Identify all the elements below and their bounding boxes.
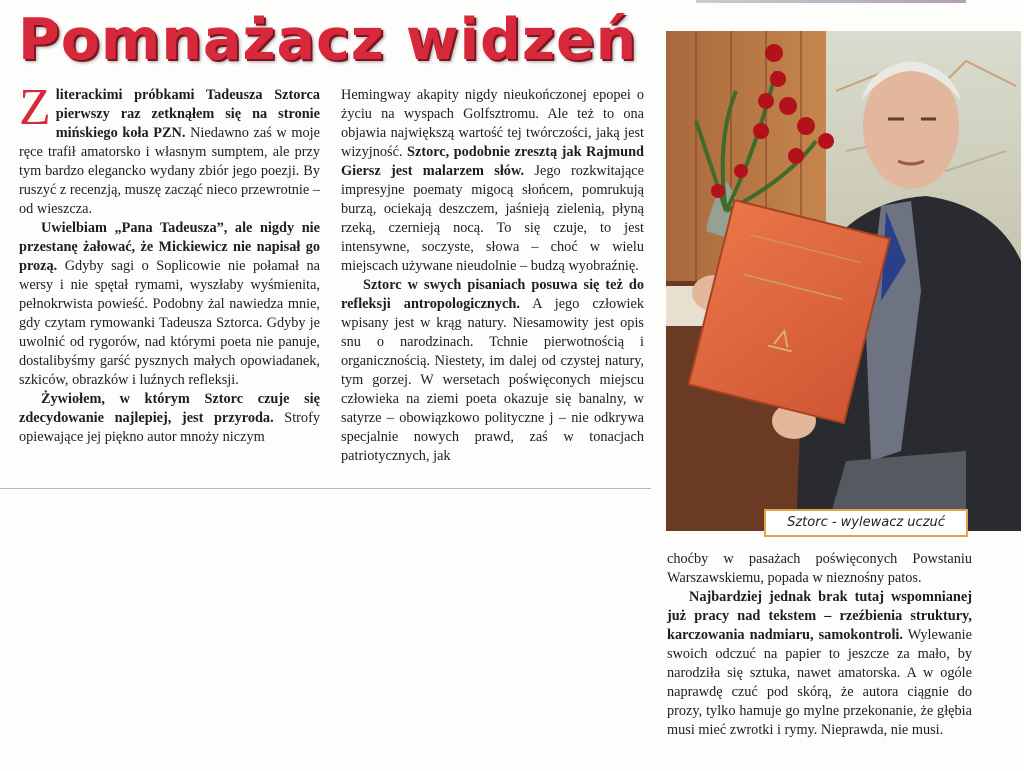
paragraph-text: choćby w pasażach poświęconych Powstaniu Warszawskiemu, popada w nieznośny patos. bbox=[667, 551, 972, 586]
paragraph-text: Hemingway akapity nigdy nieukończonej epopei o życiu na wyspach Golfsztromu. Ale też to ona objawia największą wartość tej twórczości, jaką jest wizyjność. bbox=[341, 87, 644, 160]
article-column-1 bbox=[19, 79, 320, 447]
paragraph-5 bbox=[341, 276, 644, 466]
lead-bold: Żywiołem, w którym Sztorc czuje się zdecydowanie najlepiej, jest przyroda. bbox=[19, 391, 320, 426]
paragraph-text: Niedawno zaś w moje ręce trafił amatorsko i własnym sumptem, ale przy tym bardzo elegancko wydany zbiór jego poezji. By ruszyć z recenzją, muszę zacząć nieco przewrotnie – od wieszcza. bbox=[19, 125, 320, 217]
paragraph-3 bbox=[19, 390, 320, 447]
lead-bold: Najbardziej jednak brak tutaj wspomnianej już pracy nad tekstem – rzeźbienia struktury, karczowania nadmiaru, samokontroli. bbox=[667, 589, 972, 643]
paragraph-text: A jego człowiek wpisany jest w krąg natury. Niesamowity jest opis snu o narodzinach. Tchnie pierwotnością i organicznością. Niestety, im dalej od czystej natury, tym gorzej. W wersetach poświęconych miejscu człowieka na ziemi poeta okazuje się banalny, w satyrze – obowiązkowo polityczne j – nie odkrywa specjalnie nowych prawd, zaś w tonacjach patriotycznych, jak bbox=[341, 296, 644, 464]
photo-caption: Sztorc - wylewacz uczuć bbox=[764, 509, 968, 537]
paragraph-text: Jego rozkwitające impresyjne poematy migocą słońcem, pomrukują burzą, ociekają deszczem, jaśnieją zielenią, płyną rzeką, czernieją nocą. To się czuje, to jest intensywne, soczyste, słowa – choć w wielu miejscach używane nieudolnie – budzą wyobraźnię. bbox=[341, 163, 644, 274]
paragraph-7 bbox=[667, 588, 972, 740]
article-title: Pomnażacz widzeń bbox=[18, 7, 638, 73]
paragraph-2 bbox=[19, 219, 320, 390]
paragraph-6 bbox=[667, 550, 972, 588]
paragraph-text: Strofy opiewające jej piękno autor mnoży niczym bbox=[19, 410, 320, 445]
lead-bold: literackimi próbkami Tadeusza Sztorca pierwszy raz zetknąłem się na stronie mińskiego koła PZN. bbox=[55, 87, 320, 141]
paragraph-1 bbox=[19, 79, 320, 219]
paragraph-text: Gdyby sagi o Soplicowie nie połamał na wersy i nie spętał rymami, wyszłaby wyśmienita, pełnokrwista powieść. Podobny żal nawiedza mnie, gdy czytam rymowanki Tadeusza Sztorca. Gdyby je uwolnić od rygorów, nad którymi poeta nie panuje, dostalibyśmy garść pysznych małych opowiadanek, szkiców, obrazków i luźnych refleksji. bbox=[19, 258, 320, 388]
article-column-3 bbox=[667, 550, 972, 740]
article-column-2 bbox=[341, 86, 644, 466]
author-photo-illustration bbox=[666, 31, 1021, 531]
paragraph-4 bbox=[341, 86, 644, 276]
lead-bold: Sztorc w swych pisaniach posuwa się też do refleksji antropologicznych. bbox=[341, 277, 644, 312]
author-photo bbox=[666, 31, 1021, 531]
paragraph-text: Wylewanie swoich odczuć na papier to jeszcze za mało, by narodziła się sztuka, nawet amatorska. A w ogóle naprawdę czuć pod skórą, że autora ciągnie do prozy, tylko hamuje go mylne przekonanie, że głębia musi mieć zwrotki i rymy. Nieprawda, nie musi. bbox=[667, 627, 972, 738]
drop-cap: Z bbox=[19, 79, 51, 136]
lead-bold: Uwielbiam „Pana Tadeusza”, ale nigdy nie przestanę żałować, że Mickiewicz nie napisał go prozą. bbox=[19, 220, 320, 274]
lead-bold: Sztorc, podobnie zresztą jak Rajmund Giersz jest malarzem słów. bbox=[341, 144, 644, 179]
column-divider-rule bbox=[0, 488, 651, 489]
top-color-bar bbox=[696, 0, 966, 3]
